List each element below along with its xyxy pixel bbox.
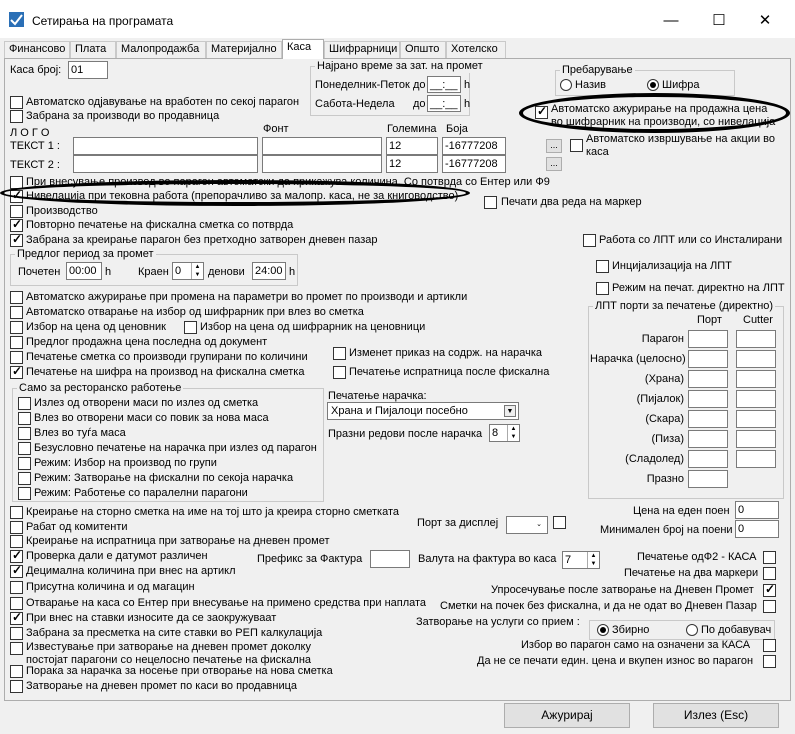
- no-unit-price-checkbox[interactable]: [763, 655, 776, 668]
- restaurant-option-label: Режим: Затворање на фискални по секоја нарачка: [34, 472, 294, 484]
- bottom-option-checkbox[interactable]: [10, 506, 23, 519]
- search-by-code-radio[interactable]: [647, 79, 659, 91]
- auto-open-catalog-label: Автоматско отварање на избор од шифрарник при влез во сметка: [26, 306, 364, 318]
- lpt-row-label: (Пиза): [651, 433, 684, 445]
- group-by-qty-checkbox[interactable]: [10, 351, 23, 364]
- auto-logout-label: Автоматско одјавување на вработен по секој парагон: [26, 96, 300, 108]
- bottom-option-label: Децимална количина при внес на артикл: [26, 565, 236, 577]
- invoice-currency-value: 7: [565, 554, 572, 566]
- lpt-ports-title: ЛПТ порти за печатење (директно): [595, 300, 774, 312]
- choose-marked-label: Избор во парагон само на означени за КАСА: [521, 639, 751, 651]
- bottom-option-checkbox[interactable]: [10, 680, 23, 693]
- price-point-input[interactable]: 0: [735, 501, 779, 519]
- no-unit-price-label: Да не се печати един. цена и вкупен износ во парагон: [477, 655, 754, 667]
- order-print-label: Печатење нарачка:: [328, 390, 427, 402]
- price-point-label: Цена на еден поен: [633, 505, 730, 517]
- text1-label: ТЕКСТ 1 :: [10, 140, 60, 152]
- price-list-label: Избор на цена од ценовник: [26, 321, 166, 333]
- tab-opsto[interactable]: Општо: [400, 41, 446, 58]
- forbid-paragon-checkbox[interactable]: [10, 234, 23, 247]
- auto-actions-label: Автоматско извршување на акции во каса: [586, 133, 776, 158]
- min-points-input[interactable]: 0: [735, 520, 779, 538]
- port-display-select[interactable]: [506, 516, 548, 534]
- order-print-value: Храна и Пијалоци посебно: [331, 405, 468, 417]
- nivelacija-checkbox[interactable]: [10, 190, 23, 203]
- suggest-price-checkbox[interactable]: [10, 336, 23, 349]
- reprint-fiscal-label: Повторно печатење на фискална сметка со потврда: [26, 219, 294, 231]
- bottom-option-checkbox[interactable]: [10, 612, 23, 625]
- text1-input[interactable]: [73, 137, 258, 155]
- bottom-option-checkbox[interactable]: [10, 665, 23, 678]
- sat-sun-label: Сабота-Недела: [315, 98, 395, 110]
- print-code-checkbox[interactable]: [10, 366, 23, 379]
- suggest-price-label: Предлог продажна цена последна од документ: [26, 336, 268, 348]
- bottom-option-checkbox[interactable]: [10, 597, 23, 610]
- lpt-row-label: Парагон: [641, 333, 684, 345]
- lpt-cutter-input[interactable]: [736, 450, 776, 468]
- logo-header: Л О Г О: [10, 127, 50, 139]
- mon-fri-label: Понеделник-Петок: [315, 79, 410, 91]
- lpt-cutter-input[interactable]: [736, 330, 776, 348]
- print-f2-checkbox[interactable]: [763, 551, 776, 564]
- text2-font-input[interactable]: [262, 155, 382, 173]
- size-header: Големина: [387, 123, 437, 135]
- lpt-port-input[interactable]: [688, 350, 728, 368]
- period-title: Предлог период за промет: [17, 248, 154, 260]
- restaurant-option-checkbox[interactable]: [18, 457, 31, 470]
- mon-fri-do-label: до: [413, 79, 426, 91]
- bottom-option-checkbox[interactable]: [10, 565, 23, 578]
- period-days-label: денови: [208, 266, 245, 278]
- bottom-option-checkbox[interactable]: [10, 642, 23, 655]
- search-by-name-label: Назив: [575, 79, 606, 91]
- lpt-cutter-input[interactable]: [736, 430, 776, 448]
- tab-finansovo[interactable]: Финансово: [4, 41, 70, 58]
- cutter-header: Cutter: [743, 314, 773, 326]
- text1-browse-button[interactable]: ...: [546, 139, 562, 153]
- lpt-cutter-input[interactable]: [736, 390, 776, 408]
- bottom-option-label: Креирање на испратница при затворање на дневен промет: [26, 535, 330, 547]
- search-title: Пребарување: [562, 64, 633, 76]
- bottom-option-label: При внес на ставки износите да се заокружуваат: [26, 612, 277, 624]
- title-bar: [0, 0, 795, 38]
- choose-marked-checkbox[interactable]: [763, 639, 776, 652]
- restaurant-option-checkbox[interactable]: [18, 472, 31, 485]
- restaurant-option-checkbox[interactable]: [18, 487, 31, 500]
- by-supplier-label: По добавувач: [701, 624, 772, 636]
- bottom-option-label: Проверка дали е датумот различен: [26, 550, 208, 562]
- lpt-cutter-input[interactable]: [736, 350, 776, 368]
- print-two-rows-label: Печати два реда на маркер: [501, 196, 642, 208]
- bottom-option-label: Рабат од комитенти: [26, 521, 128, 533]
- period-days-input[interactable]: [172, 262, 204, 280]
- lpt-row-label: (Сладолед): [625, 453, 684, 465]
- show-quantity-label: При внесување производ во парагон автоматски да прикажува количина. Со потврда со Ентер или Ф9: [26, 176, 550, 188]
- search-by-name-radio[interactable]: [560, 79, 572, 91]
- period-start-label: Почетен: [18, 266, 61, 278]
- summary-label: Збирно: [612, 624, 650, 636]
- direct-print-checkbox[interactable]: [596, 282, 609, 295]
- bottom-option-label: Затворање на дневен промет по каси во продавница: [26, 680, 298, 692]
- empty-rows-value: 8: [492, 427, 499, 439]
- port-display-checkbox[interactable]: [553, 516, 566, 529]
- lpt-port-input[interactable]: [688, 390, 728, 408]
- exit-button[interactable]: Излез (Esc): [653, 703, 779, 728]
- font-header: Фонт: [263, 123, 289, 135]
- maximize-button[interactable]: ☐: [712, 12, 726, 29]
- auto-actions-checkbox[interactable]: [570, 139, 583, 152]
- print-dispatch-checkbox[interactable]: [333, 366, 346, 379]
- tab-hotelsko[interactable]: Хотелско: [446, 41, 506, 58]
- app-icon: [9, 12, 24, 27]
- restaurant-title: Само за ресторанско работење: [19, 382, 182, 394]
- forbid-products-label: Забрана за производи во продавница: [26, 110, 220, 122]
- print-two-markers-label: Печатење на два маркери: [624, 567, 759, 579]
- period-days-value: 0: [175, 265, 182, 277]
- invoice-currency-input[interactable]: [562, 551, 600, 569]
- bottom-option-label: Отварање на каса со Ентер при внесување на примено средства при наплата: [26, 597, 427, 609]
- restaurant-option-checkbox[interactable]: [18, 442, 31, 455]
- text2-label: ТЕКСТ 2 :: [10, 159, 60, 171]
- lpt-cutter-input[interactable]: [736, 410, 776, 428]
- bottom-option-label: Порака за нарачка за носење при отворање на нова сметка: [26, 665, 333, 677]
- color-header: Боја: [446, 123, 468, 135]
- restaurant-option-label: Влез во туѓа маса: [34, 427, 126, 439]
- work-lpt-checkbox[interactable]: [583, 234, 596, 247]
- port-header: Порт: [697, 314, 722, 326]
- empty-rows-input[interactable]: [489, 424, 520, 442]
- empty-rows-spinner[interactable]: ▲ ▼: [507, 425, 519, 442]
- text2-size-input[interactable]: 12: [386, 155, 438, 173]
- period-start-input[interactable]: 00:00: [66, 262, 102, 280]
- min-points-label: Минимален број на поени: [600, 524, 733, 536]
- restaurant-option-label: Влез во отворени маси со повик за нова маса: [34, 412, 269, 424]
- chevron-down-icon[interactable]: ⌄: [536, 521, 542, 528]
- group-by-qty-label: Печатење сметка со производи групирани по количини: [26, 351, 308, 363]
- invoice-currency-label: Валута на фактура во каса: [418, 553, 557, 565]
- text2-input[interactable]: [73, 155, 258, 173]
- auto-update-params-label: Автоматско ажурирање при промена на параметри во промет по производи и артикли: [26, 291, 468, 303]
- period-start-h-label: h: [105, 266, 112, 278]
- price-code-label: Избор на цена од шифрарник на ценовници: [200, 321, 426, 333]
- mon-fri-h-label: h: [464, 79, 471, 91]
- restaurant-option-checkbox[interactable]: [18, 427, 31, 440]
- prefix-invoice-label: Префикс за Фактура: [257, 553, 363, 565]
- auto-update-price-label: Автоматско ажурирање на продажна цена во шифрарник на производи, со нивелација: [551, 103, 776, 128]
- period-days-spinner[interactable]: ▲ ▼: [191, 263, 203, 280]
- kasa-broj-label: Каса број:: [10, 64, 62, 76]
- text1-font-input[interactable]: [262, 137, 382, 155]
- close-button[interactable]: ✕: [758, 12, 772, 29]
- restaurant-option-label: Режим: Избор на производ по групи: [34, 457, 217, 469]
- changed-view-checkbox[interactable]: [333, 347, 346, 360]
- text2-color-input[interactable]: -16777208: [442, 155, 506, 173]
- chevron-down-icon[interactable]: ▼: [504, 405, 516, 417]
- lpt-port-input[interactable]: [688, 470, 728, 488]
- changed-view-label: Изменет приказ на содрж. на нарачка: [349, 347, 543, 359]
- period-end-input[interactable]: 24:00: [252, 262, 286, 280]
- price-code-checkbox[interactable]: [184, 321, 197, 334]
- print-f2-label: Печатење одФ2 - КАСА: [637, 551, 757, 563]
- pending-bills-label: Сметки на почек без фискална, и да не одат во Дневен Пазар: [440, 600, 757, 612]
- period-end-label: Краен: [138, 266, 169, 278]
- prefix-invoice-input[interactable]: [370, 550, 410, 568]
- port-display-label: Порт за дисплеј: [417, 517, 499, 529]
- tab-sifrarnici[interactable]: Шифрарници: [324, 41, 400, 58]
- forbid-paragon-label: Забрана за креирање парагон без претходно затворен дневен пазар: [26, 234, 378, 246]
- pending-bills-checkbox[interactable]: [763, 600, 776, 613]
- lpt-port-input[interactable]: [688, 410, 728, 428]
- auto-logout-checkbox[interactable]: [10, 96, 23, 109]
- minimize-button[interactable]: —: [663, 12, 679, 29]
- print-two-markers-checkbox[interactable]: [763, 567, 776, 580]
- average-after-close-label: Упросечување после затворање на Дневен Промет: [491, 584, 754, 596]
- invoice-currency-spinner[interactable]: ▲ ▼: [587, 552, 599, 569]
- restaurant-option-label: Безусловно печатење на нарачка при излез од парагон: [34, 442, 317, 454]
- restaurant-option-label: Излез од отворени маси по излез од сметка: [34, 397, 259, 409]
- price-list-checkbox[interactable]: [10, 321, 23, 334]
- bottom-option-label: Известување при затворање на дневен промет доколку постојат парагони со нецелосно печатење на фискална: [26, 641, 312, 666]
- period-end-h-label: h: [289, 266, 296, 278]
- average-after-close-checkbox[interactable]: [763, 584, 776, 597]
- lpt-port-input[interactable]: [688, 370, 728, 388]
- summary-radio[interactable]: [597, 624, 609, 636]
- bottom-option-checkbox[interactable]: [10, 627, 23, 640]
- mon-fri-time-input[interactable]: __:__: [427, 76, 461, 93]
- print-two-rows-checkbox[interactable]: [484, 196, 497, 209]
- empty-rows-label: Празни редови после нарачка: [328, 428, 483, 440]
- auto-update-price-checkbox[interactable]: [535, 106, 548, 119]
- bottom-option-label: Присутна количина и од магацин: [26, 581, 195, 593]
- bottom-option-checkbox[interactable]: [10, 550, 23, 563]
- work-lpt-label: Работа со ЛПТ или со Инсталирани: [599, 234, 783, 246]
- search-by-code-label: Шифра: [662, 79, 700, 91]
- sat-sun-h-label: h: [464, 98, 471, 110]
- lpt-row-label: Празно: [646, 473, 684, 485]
- init-lpt-checkbox[interactable]: [596, 260, 609, 273]
- bottom-option-checkbox[interactable]: [10, 535, 23, 548]
- lpt-port-input[interactable]: [688, 450, 728, 468]
- restaurant-option-checkbox[interactable]: [18, 397, 31, 410]
- print-dispatch-label: Печатење испратница после фискална: [349, 366, 550, 378]
- tab-kasa[interactable]: Каса: [282, 39, 324, 59]
- nivelacija-label: Нивелација при тековна работа (препорачливо за малопр. каса, не за книговодство): [26, 190, 459, 202]
- lpt-row-label: (Храна): [644, 373, 684, 385]
- production-label: Производство: [26, 205, 98, 217]
- update-button[interactable]: Ажурирај: [504, 703, 630, 728]
- bottom-option-checkbox[interactable]: [10, 581, 23, 594]
- text1-size-input[interactable]: 12: [386, 137, 438, 155]
- lpt-port-input[interactable]: [688, 330, 728, 348]
- lpt-row-label: (Скара): [645, 413, 684, 425]
- restaurant-option-label: Режим: Работење со паралелни парагони: [34, 487, 248, 499]
- forbid-products-checkbox[interactable]: [10, 110, 23, 123]
- restaurant-option-checkbox[interactable]: [18, 412, 31, 425]
- print-code-label: Печатење на шифра на производ на фискална сметка: [26, 366, 305, 378]
- reprint-fiscal-checkbox[interactable]: [10, 219, 23, 232]
- tab-maloprodazba[interactable]: Малопродажба: [116, 41, 206, 58]
- window-title: Сетирања на програмата: [32, 14, 174, 28]
- lpt-row-label: (Пијалок): [636, 393, 684, 405]
- work-time-title: Најрано време за зат. на промет: [317, 60, 483, 72]
- close-services-label: Затворање на услуги со прием :: [416, 616, 580, 628]
- order-print-select[interactable]: [327, 402, 519, 420]
- init-lpt-label: Инцијализација на ЛПТ: [612, 260, 732, 272]
- text1-color-input[interactable]: -16777208: [442, 137, 506, 155]
- tab-plata[interactable]: Плата: [70, 41, 116, 58]
- direct-print-label: Режим на печат. директно на ЛПТ: [612, 282, 785, 294]
- by-supplier-radio[interactable]: [686, 624, 698, 636]
- auto-open-catalog-checkbox[interactable]: [10, 306, 23, 319]
- bottom-option-label: Забрана за пресметка на сите ставки во РЕП калкулација: [26, 627, 323, 639]
- auto-update-params-checkbox[interactable]: [10, 291, 23, 304]
- lpt-row-label: Нарачка (целосно): [590, 353, 686, 365]
- lpt-cutter-input[interactable]: [736, 370, 776, 388]
- sat-sun-time-input[interactable]: __:__: [427, 95, 461, 112]
- sat-sun-do-label: до: [413, 98, 426, 110]
- lpt-port-input[interactable]: [688, 430, 728, 448]
- tab-materijalno[interactable]: Материјално: [206, 41, 282, 58]
- kasa-broj-input[interactable]: 01: [68, 61, 108, 79]
- bottom-option-label: Креирање на сторно сметка на име на тој што ја креира сторно сметката: [26, 506, 400, 518]
- bottom-option-checkbox[interactable]: [10, 521, 23, 534]
- text2-browse-button[interactable]: ...: [546, 157, 562, 171]
